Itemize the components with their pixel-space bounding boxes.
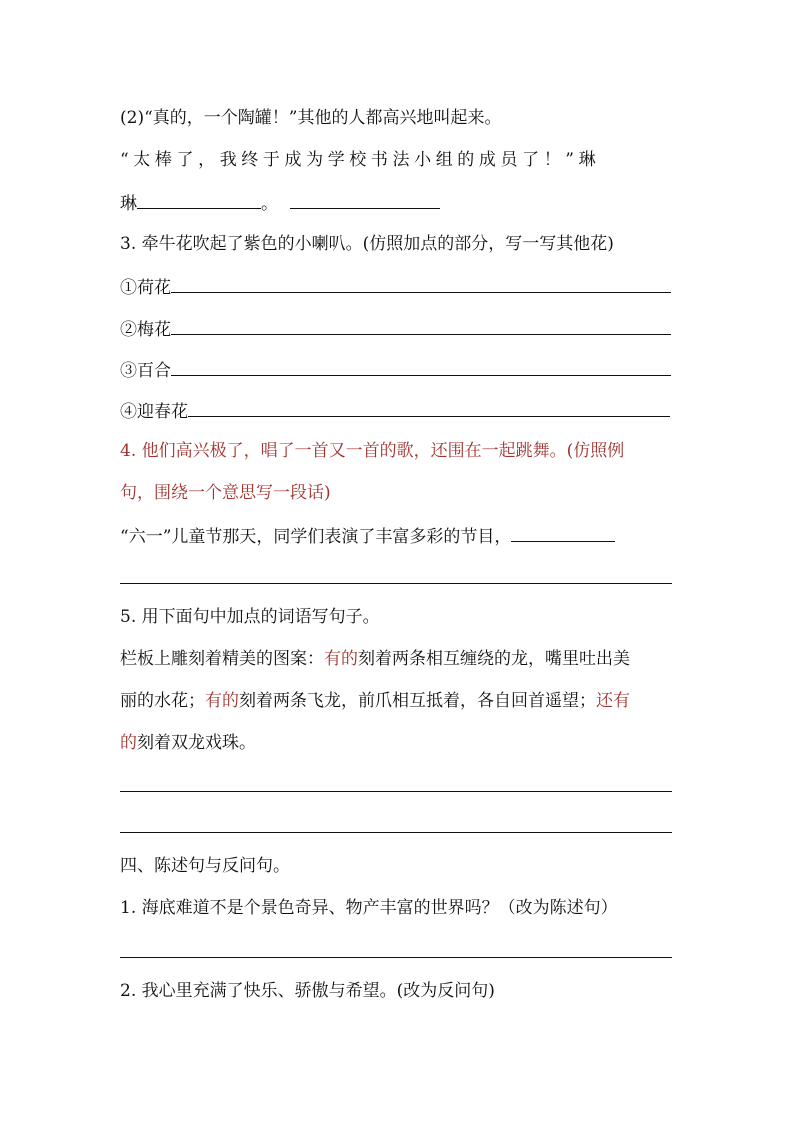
q2-quote: “太棒了，我终于成为学校书法小组的成员了！”琳 bbox=[120, 150, 601, 170]
q4-prompt: “六一”儿童节那天，同学们表演了丰富多彩的节目， bbox=[120, 527, 512, 547]
q5-text: 刻着双龙戏珠。 bbox=[137, 733, 256, 753]
q5-text: 丽的水花； bbox=[120, 691, 205, 711]
q3-item-blank[interactable] bbox=[171, 274, 671, 293]
q5-highlight: 的 bbox=[120, 733, 137, 753]
q5-title: 5. 用下面句中加点的词语写句子。 bbox=[120, 607, 380, 627]
q3-item-label: ②梅花 bbox=[120, 320, 171, 340]
s4-question-1: 1. 海底难道不是个景色奇异、物产丰富的世界吗？（改为陈述句） bbox=[120, 898, 618, 918]
q3-item-blank[interactable] bbox=[171, 316, 671, 335]
q3-title: 3. 牵牛花吹起了紫色的小喇叭。(仿照加点的部分，写一写其他花) bbox=[120, 234, 614, 254]
q5-highlight: 还有 bbox=[596, 691, 630, 711]
q4-prompt-line bbox=[120, 523, 676, 549]
q2-answer-line bbox=[120, 190, 676, 216]
q5-passage-line-3 bbox=[120, 731, 676, 755]
q5-text: 刻着两条相互缠绕的龙，嘴里吐出美 bbox=[358, 649, 630, 669]
q3-item-label: ③百合 bbox=[120, 361, 171, 381]
q3-item-blank[interactable] bbox=[171, 357, 671, 376]
q2-line: (2)“真的，一个陶罐！”其他的人都高兴地叫起来。 bbox=[120, 108, 502, 128]
q4-blank[interactable] bbox=[511, 523, 615, 542]
q4-title-line-1: 4. 他们高兴极了，唱了一首又一首的歌，还围在一起跳舞。(仿照例 bbox=[120, 441, 625, 461]
q5-answer-rule[interactable] bbox=[120, 832, 672, 833]
q2-blank-2[interactable] bbox=[290, 190, 440, 209]
q5-answer-rule[interactable] bbox=[120, 791, 672, 792]
q5-passage-line-1 bbox=[120, 647, 676, 671]
q5-highlight: 有的 bbox=[324, 649, 358, 669]
q3-item-label: ①荷花 bbox=[120, 278, 171, 298]
q3-item bbox=[120, 274, 676, 300]
q3-item bbox=[120, 357, 676, 383]
q5-passage-line-2 bbox=[120, 689, 676, 713]
q2-end-prefix: 琳 bbox=[120, 194, 137, 214]
q3-item-blank[interactable] bbox=[188, 398, 670, 417]
q3-item-label: ④迎春花 bbox=[120, 402, 188, 422]
s4-question-2: 2. 我心里充满了快乐、骄傲与希望。(改为反问句) bbox=[120, 981, 495, 1001]
q5-highlight: 有的 bbox=[205, 691, 239, 711]
q2-blank-1[interactable] bbox=[137, 190, 261, 209]
q2-end-mid: 。 bbox=[261, 194, 278, 214]
q5-text: 刻着两条飞龙，前爪相互抵着，各自回首遥望； bbox=[239, 691, 596, 711]
q4-answer-rule[interactable] bbox=[120, 583, 672, 584]
s4-q1-answer-rule[interactable] bbox=[120, 957, 672, 958]
q3-item bbox=[120, 316, 676, 342]
q4-title-line-2: 句，围绕一个意思写一段话) bbox=[120, 483, 331, 503]
section-4-title: 四、陈述句与反问句。 bbox=[120, 856, 290, 876]
q5-text: 栏板上雕刻着精美的图案： bbox=[120, 649, 324, 669]
q3-item bbox=[120, 398, 676, 424]
